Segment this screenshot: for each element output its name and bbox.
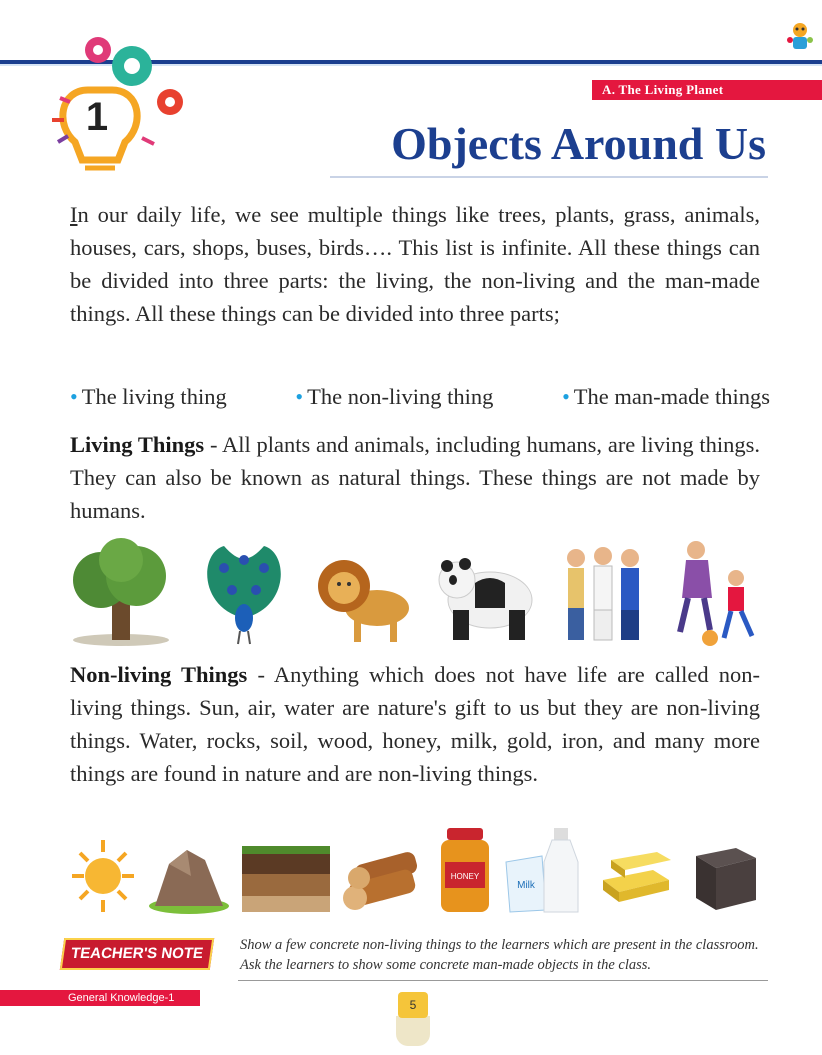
mascot-icon (784, 20, 816, 54)
page-tab (396, 1016, 430, 1046)
children-playing-image (666, 538, 766, 648)
living-images-row (66, 538, 766, 648)
bullet-item: • The non-living thing (295, 384, 494, 409)
nonliving-paragraph (70, 658, 760, 790)
tree-image (66, 538, 176, 648)
sun-image (68, 836, 138, 916)
rock-image (147, 836, 231, 916)
page-title: Objects Around Us (391, 118, 766, 169)
teachers-note-badge: TEACHER'S NOTE (60, 938, 214, 970)
lion-image (312, 538, 417, 648)
nonliving-text: - Anything which does not have life are called non-living things. Sun, air, water are nature's gift to us but they are non-living things. Water, rocks, soil, wood, honey, milk, gold, iron, and many more things are found in nature and are non-living things. (70, 662, 760, 786)
teachers-note-rule (238, 980, 768, 981)
nonliving-heading: Non-living Things (70, 662, 248, 687)
title-underline (330, 176, 768, 178)
chapter-number: 1 (85, 95, 109, 139)
footer-book-title: General Knowledge-1 (0, 990, 200, 1006)
soil-image (240, 836, 332, 916)
bullet-list (70, 380, 770, 413)
intro-paragraph (70, 198, 760, 330)
milk-image (502, 826, 588, 916)
panda-image (435, 538, 540, 648)
nonliving-images-row (68, 826, 764, 916)
bullet-item: • The living thing (70, 384, 227, 409)
living-heading: Living Things (70, 432, 205, 457)
bullet-item: • The man-made things (562, 384, 770, 409)
honey-jar-image (437, 826, 493, 916)
peacock-image (194, 538, 294, 648)
intro-text: n our daily life, we see multiple things like trees, plants, grass, animals, houses, cars, shops, buses, birds…. This list is infinite. All these things can be divided into three parts: the living, the non-living and the man-made things. All these things can be divided into three parts; (70, 202, 760, 326)
intro-drop-letter: I (70, 202, 78, 227)
jar-label: HONEY (450, 872, 479, 881)
teachers-note-text: Show a few concrete non-living things to the learners which are present in the classroom. Ask the learners to show some concrete man-made objects in the class. (240, 937, 759, 973)
gold-bars-image (597, 836, 679, 916)
section-banner: A. The Living Planet (592, 80, 822, 100)
milk-label: Milk (516, 880, 535, 891)
living-text: - All plants and animals, including humans, are living things. They can also be known as natural things. These things are not made by humans. (70, 432, 760, 523)
page-number: 5 (398, 992, 428, 1018)
living-paragraph (70, 428, 760, 527)
men-image (558, 538, 648, 648)
iron-block-image (688, 836, 764, 916)
wood-logs-image (341, 836, 427, 916)
